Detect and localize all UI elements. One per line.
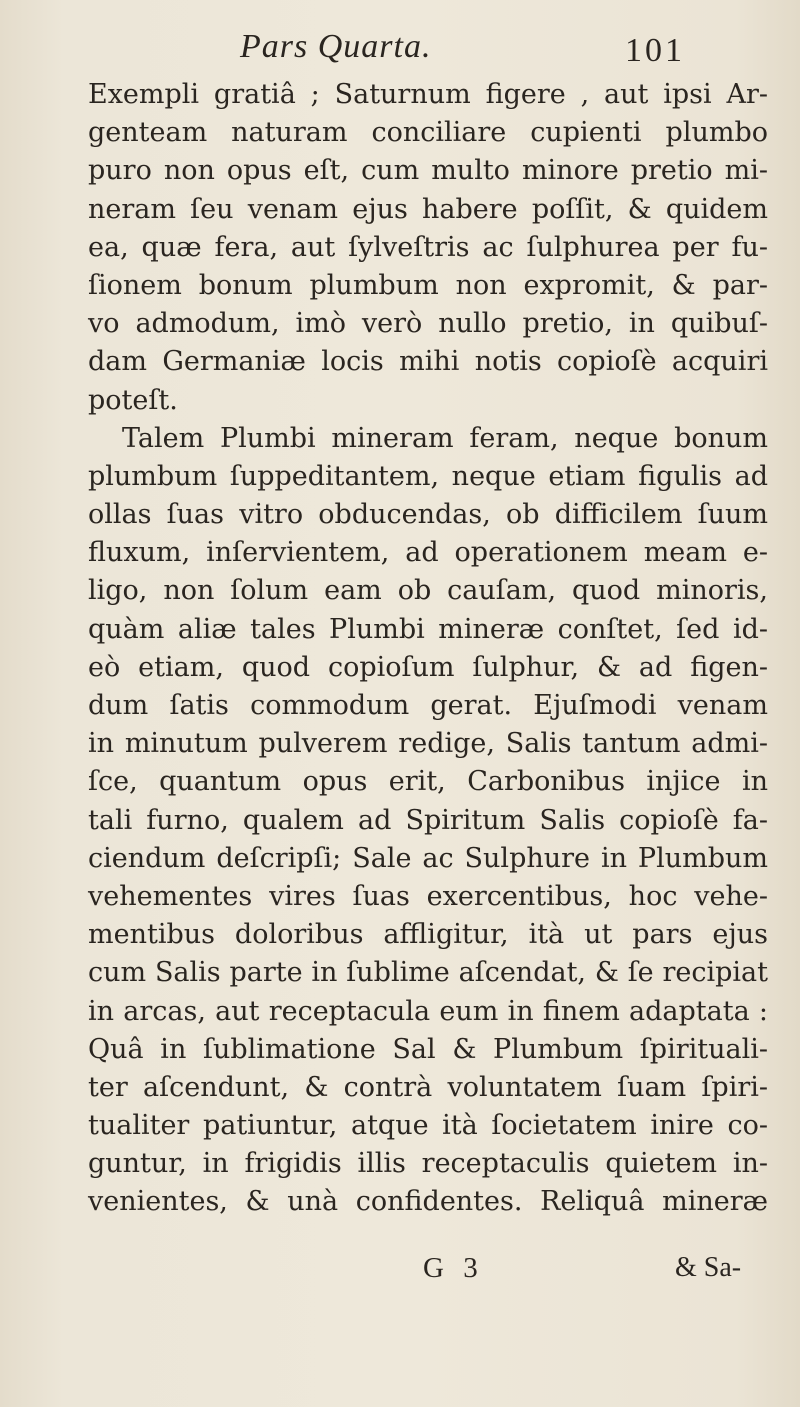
text-line: ea, quæ fera, aut ſylveſtris ac ſulphurea per fu-: [88, 231, 768, 263]
text-line: neram ſeu venam ejus habere poſſit, & quidem: [88, 193, 768, 225]
text-line: venientes, & unà confidentes. Reliquâ mineræ: [88, 1186, 768, 1218]
page-footer: [0, 1252, 800, 1292]
text-line: in arcas, aut receptacula eum in finem adaptata :: [88, 995, 768, 1027]
running-title: Pars Quarta.: [240, 28, 432, 65]
text-line: guntur, in frigidis illis receptaculis quietem in-: [88, 1148, 768, 1180]
page-number: 101: [625, 32, 685, 69]
text-line: vehementes vires ſuas exercentibus, hoc vehe-: [88, 880, 768, 912]
text-line: poteſt.: [88, 384, 178, 416]
text-line: in minutum pulverem redige, Salis tantum admi-: [88, 728, 768, 760]
text-line: Exempli gratiâ ; Saturnum figere , aut ipsi Ar-: [88, 79, 768, 110]
text-line: ſionem bonum plumbum non expromit, & par-: [88, 269, 768, 301]
signature-mark: G 3: [423, 1252, 484, 1284]
text-line: tualiter patiuntur, atque ità ſocietatem inire co-: [88, 1110, 768, 1142]
text-line: quàm aliæ tales Plumbi mineræ conſtet, ſed id-: [88, 613, 768, 645]
text-line: plumbum ſuppeditantem, neque etiam figulis ad: [88, 460, 768, 492]
text-line: ſce, quantum opus erit, Carbonibus injice in: [88, 766, 768, 798]
text-line: ligo, non ſolum eam ob cauſam, quod minoris,: [88, 575, 768, 607]
text-line: dum ſatis commodum gerat. Ejuſmodi venam: [88, 690, 768, 721]
page-header: [0, 28, 800, 76]
text-line: vo admodum, imò verò nullo pretio, in quibuſ-: [88, 308, 768, 340]
text-line: tali furno, qualem ad Spiritum Salis copioſè fa-: [88, 804, 768, 836]
text-line: Talem Plumbi mineram feram, neque bonum: [122, 422, 768, 454]
text-line: mentibus doloribus affligitur, ità ut pars ejus: [88, 919, 768, 951]
text-line: fluxum, inſervientem, ad operationem meam e-: [88, 537, 768, 569]
text-line: puro non opus eſt, cum multo minore pretio mi-: [88, 155, 768, 187]
text-line: Quâ in ſublimatione Sal & Plumbum ſpirituali-: [88, 1033, 768, 1065]
text-line: ollas ſuas vitro obducendas, ob difficilem ſuum: [88, 499, 768, 531]
text-line: ciendum deſcripſi; Sale ac Sulphure in Plumbum: [88, 842, 768, 874]
text-line: eò etiam, quod copioſum ſulphur, & ad figen-: [88, 651, 768, 683]
text-line: ter aſcendunt, & contrà voluntatem ſuam ſpiri-: [88, 1071, 768, 1103]
text-line: dam Germaniæ locis mihi notis copioſè acquiri: [88, 346, 768, 378]
text-line: genteam naturam conciliare cupienti plumbo: [88, 117, 768, 149]
body-text: [88, 76, 768, 1222]
catchword: & Sa-: [675, 1252, 742, 1283]
text-line: cum Salis parte in ſublime aſcendat, & ſe recipiat: [88, 957, 768, 989]
